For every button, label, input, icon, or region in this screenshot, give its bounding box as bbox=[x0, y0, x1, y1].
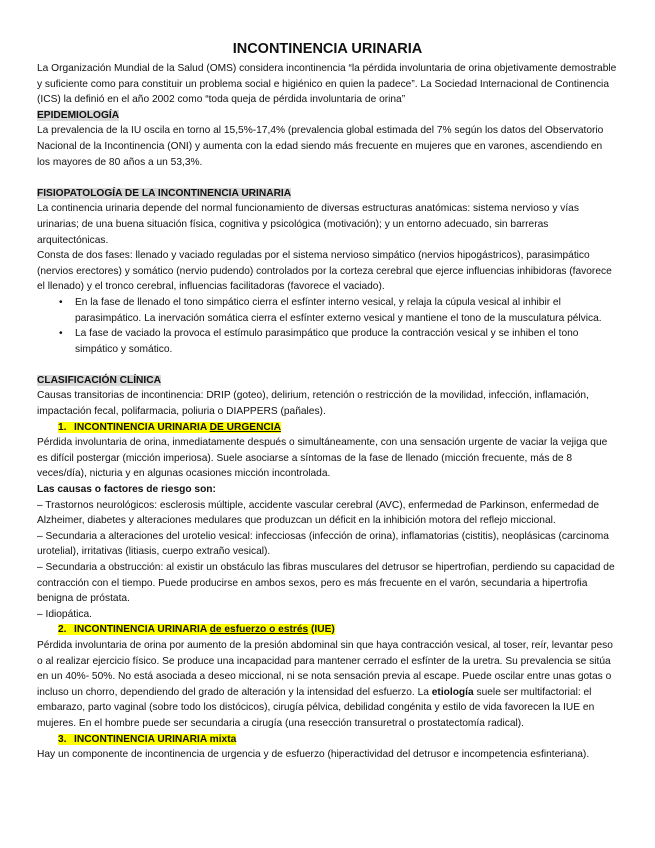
fisiopatologia-paragraph-1: La continencia urinaria depende del normal funcionamiento de diversas estructuras anatómicas: sistema nervioso y vías urinarias; de una buena situación física, cognitiva y psicológica (motivación); y un entorno adecuado, sin barreras arquitectónicas. bbox=[37, 203, 579, 246]
bullet-icon: • bbox=[59, 296, 63, 308]
section-gap bbox=[37, 357, 618, 373]
epidemiologia-paragraph: La prevalencia de la IU oscila en torno al 15,5%-17,4% (prevalencia global estimada del 7% según los datos del Observatorio Nacional de la Incontinencia (ONI) y aumenta con la edad siendo más frecuente en mujeres que en varones, ascendiendo en los mayores de 80 años a un 53,3%. bbox=[37, 125, 604, 168]
clasificacion-heading: CLASIFICACIÓN CLÍNICA bbox=[37, 374, 161, 386]
causa-item: – Trastornos neurológicos: esclerosis múltiple, accidente vascular cerebral (AVC), enfermedad de Parkinson, enfermedad de Alzheimer, diabetes y alteraciones medulares que produzcan un déficit en la inhibición motora del reflejo miccional. bbox=[37, 499, 600, 527]
tipo2-paragraph: Pérdida involuntaria de orina por aumento de la presión abdominal sin que haya contracción vesical, al toser, reír, levantar peso o al realizar ejercicio físico. Se produce una incapacidad para mantener cerrado el esfínter de la uretra. Su prevalencia se sitúa en un 40%- 50%. No está asociada a deseo miccional, ni se nota sensación previa al escape. Puede oscilar entre unas gotas o incluso un chorro, dependiendo del grado de alteración y la intensidad del esfuerzo. La etiología suele ser multifactorial: el embarazo, parto vaginal (sobre todo los distócicos), cirugía pélvica, debilidad congénita y estilo de vida favorecen la IUE en mujeres. En el hombre puede ser secundaria a cirugía (una resección transuretral o prostatectomía radical). bbox=[37, 639, 613, 729]
causas-transitorias-paragraph: Causas transitorias de incontinencia: DRIP (goteo), delirium, retención o restricción de la movilidad, infección, inflamación, impactación fecal, polifarmacia, poliuria o DIAPPERS (pañales). bbox=[37, 390, 589, 418]
tipo2-heading: 2. INCONTINENCIA URINARIA de esfuerzo o estrés (IUE) bbox=[58, 624, 335, 636]
list-item: • En la fase de llenado el tono simpático cierra el esfínter interno vesical, y relaja la cúpula vesical al inhibir el parasimpático. La inervación somática cierra el esfínter externo vesical y mantiene el tono de la musculatura pélvica. bbox=[59, 296, 602, 324]
tipo1-paragraph: Pérdida involuntaria de orina, inmediatamente después o simultáneamente, con una sensación urgente de vaciar la vejiga que es difícil postergar (micción imperiosa). Suele asociarse a síntomas de la fase de llenado (micción frecuente, más de 8 veces/día), nicturia y en algunas ocasiones micción incontrolada. bbox=[37, 437, 608, 480]
list-item: • La fase de vaciado la provoca el estímulo parasimpático que produce la contracción vesical y se inhiben el tono simpático y somático. bbox=[59, 328, 579, 355]
causa-item: – Secundaria a obstrucción: al existir un obstáculo las fibras musculares del detrusor se hipertrofian, perdiendo su capacidad de contracción con el tiempo. Puede producirse en ambos sexos, pero es más frecuente en el varón, secundaria a hipertrofia benigna de próstata. bbox=[37, 562, 615, 605]
tipo3-heading: 3. INCONTINENCIA URINARIA mixta bbox=[58, 733, 237, 745]
causas-heading: Las causas o factores de riesgo son: bbox=[37, 484, 216, 496]
causa-item: – Secundaria a alteraciones del urotelio vesical: infecciosas (infección de orina), inflamatorias (cistitis), neoplásicas (carcinoma urotelial), irritativas (litiasis, cuerpo extraño vesical). bbox=[37, 530, 609, 558]
intro-paragraph: La Organización Mundial de la Salud (OMS) considera incontinencia “la pérdida involuntaria de orina objetivamente demostrable y suficiente como para constituir un problema social e higiénico en quien la padece”. La Sociedad Internacional de Continencia (ICS) la definió en el año 2002 como “toda queja de pérdida involuntaria de orina” bbox=[37, 63, 617, 106]
section-gap bbox=[37, 170, 618, 186]
document-title: INCONTINENCIA URINARIA bbox=[232, 41, 423, 57]
tipo3-paragraph: Hay un componente de incontinencia de urgencia y de esfuerzo (hiperactividad del detrusor e incompetencia esfinteriana). bbox=[37, 749, 590, 761]
bullet-icon: • bbox=[59, 328, 63, 340]
fisiopatologia-bullet-list bbox=[37, 295, 618, 357]
tipo1-heading: 1. INCONTINENCIA URINARIA DE URGENCIA bbox=[58, 421, 281, 433]
epidemiologia-heading: EPIDEMIOLOGÍA bbox=[37, 109, 120, 121]
causa-item: – Idiopática. bbox=[37, 608, 92, 620]
fisiopatologia-paragraph-2: Consta de dos fases: llenado y vaciado reguladas por el sistema nervioso simpático (nervios hipogástricos), parasimpático (nervios erectores) y somático (nervio pudendo) controlados por la corteza cerebral que ejerce influencias inhibidoras (favorece el llenado) y el tronco cerebral, influencias facilitadoras (favorece el vaciado). bbox=[37, 250, 612, 293]
fisiopatologia-heading: FISIOPATOLOGÍA DE LA INCONTINENCIA URINARIA bbox=[37, 187, 292, 199]
